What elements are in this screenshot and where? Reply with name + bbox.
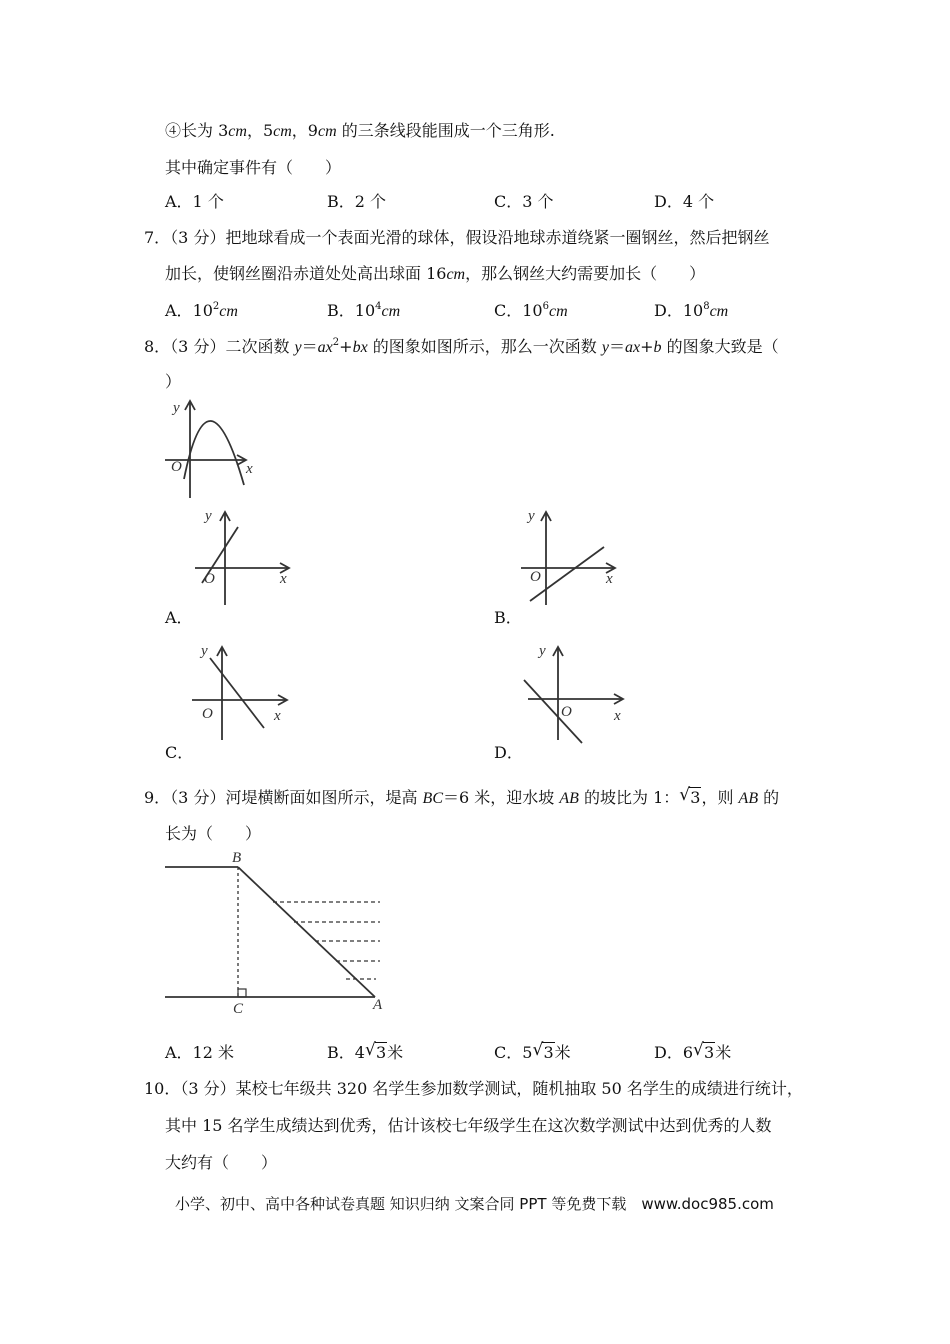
q9-line2: 长为（ ）: [165, 824, 262, 843]
q9-line1: 9．（3 分）河堤横断面如图所示，堤高 BC＝6 米，迎水坡 AB 的坡比为 1： √ 3，则 AB 的: [144, 785, 780, 807]
q7-line1: 7．（3 分）把地球看成一个表面光滑的球体，假设沿地球赤道绕紧一圈钢丝，然后把钢丝: [144, 228, 770, 247]
q6-item4: ④长为 3cm，5cm，9cm 的三条线段能围成一个三角形.: [165, 121, 555, 140]
svg-text:O: O: [530, 569, 541, 585]
q9-option-a: A．12 米: [165, 1043, 235, 1062]
q7-line2: 加长，使钢丝圈沿赤道处处高出球面 16cm，那么钢丝大约需要加长（ ）: [165, 264, 706, 283]
svg-text:O: O: [204, 571, 215, 587]
svg-text:x: x: [274, 708, 281, 724]
svg-text:x: x: [246, 461, 253, 477]
q8-option-a-label: A．: [165, 608, 193, 627]
q6-stem: 其中确定事件有（ ）: [165, 158, 342, 177]
q10-line1: 10．（3 分）某校七年级共 320 名学生参加数学测试，随机抽取 50 名学生的成绩进行统计，: [144, 1079, 803, 1098]
svg-text:B: B: [232, 850, 242, 866]
q8-option-b-graph: [518, 505, 628, 610]
q6-option-a: A．1 个: [165, 192, 224, 211]
q8-option-c-graph: [188, 640, 298, 745]
svg-text:C: C: [233, 1001, 244, 1017]
q6-option-c: C．3 个: [494, 192, 554, 211]
q6-option-d: D．4 个: [654, 192, 715, 211]
svg-text:y: y: [205, 508, 212, 524]
q9-option-b: B．4 √ 3米: [327, 1040, 404, 1062]
svg-text:A: A: [373, 997, 383, 1013]
q8-option-d-label: D．: [494, 743, 523, 762]
svg-text:y: y: [201, 643, 208, 659]
q8-line2: ）: [165, 372, 182, 391]
q10-line3: 大约有（ ）: [165, 1153, 278, 1172]
svg-text:y: y: [528, 508, 535, 524]
svg-text:O: O: [171, 459, 182, 475]
q9-option-d: D．6 √ 3米: [654, 1040, 732, 1062]
q9-option-c: C．5 √ 3米: [494, 1040, 571, 1062]
q8-option-c-label: C．: [165, 743, 194, 762]
q7-option-d: D．$10^8cm$: [654, 301, 729, 320]
q7-option-c: C．$10^6cm$: [494, 301, 568, 320]
svg-text:y: y: [173, 400, 180, 416]
q10-line2: 其中 15 名学生成绩达到优秀，估计该校七年级学生在这次数学测试中达到优秀的人数: [165, 1116, 772, 1135]
svg-text:x: x: [614, 708, 621, 724]
q7-option-b: B．$10^4cm$: [327, 301, 401, 320]
sqrt-symbol: √ 3: [679, 785, 701, 807]
q8-option-b-label: B．: [494, 608, 522, 627]
q8-parabola-graph: [160, 395, 270, 500]
q8-line1: 8．（3 分）二次函数 $y=ax^2+bx$ 的图象如图所示，那么一次函数 y＝ax+b 的图象大致是（: [144, 337, 779, 356]
svg-text:x: x: [606, 571, 613, 587]
q7-option-a: A．$10^2cm$: [165, 301, 238, 320]
q8-option-d-graph: [518, 640, 628, 745]
page-footer: 小学、初中、高中各种试卷真题 知识归纳 文案合同 PPT 等免费下载 www.doc985.com: [175, 1195, 774, 1213]
svg-text:x: x: [280, 571, 287, 587]
q8-option-a-graph: [190, 505, 300, 610]
svg-text:O: O: [561, 704, 572, 720]
q9-embankment-diagram: [160, 845, 390, 1020]
q6-option-b: B．2 个: [327, 192, 387, 211]
svg-text:y: y: [539, 643, 546, 659]
svg-text:O: O: [202, 706, 213, 722]
